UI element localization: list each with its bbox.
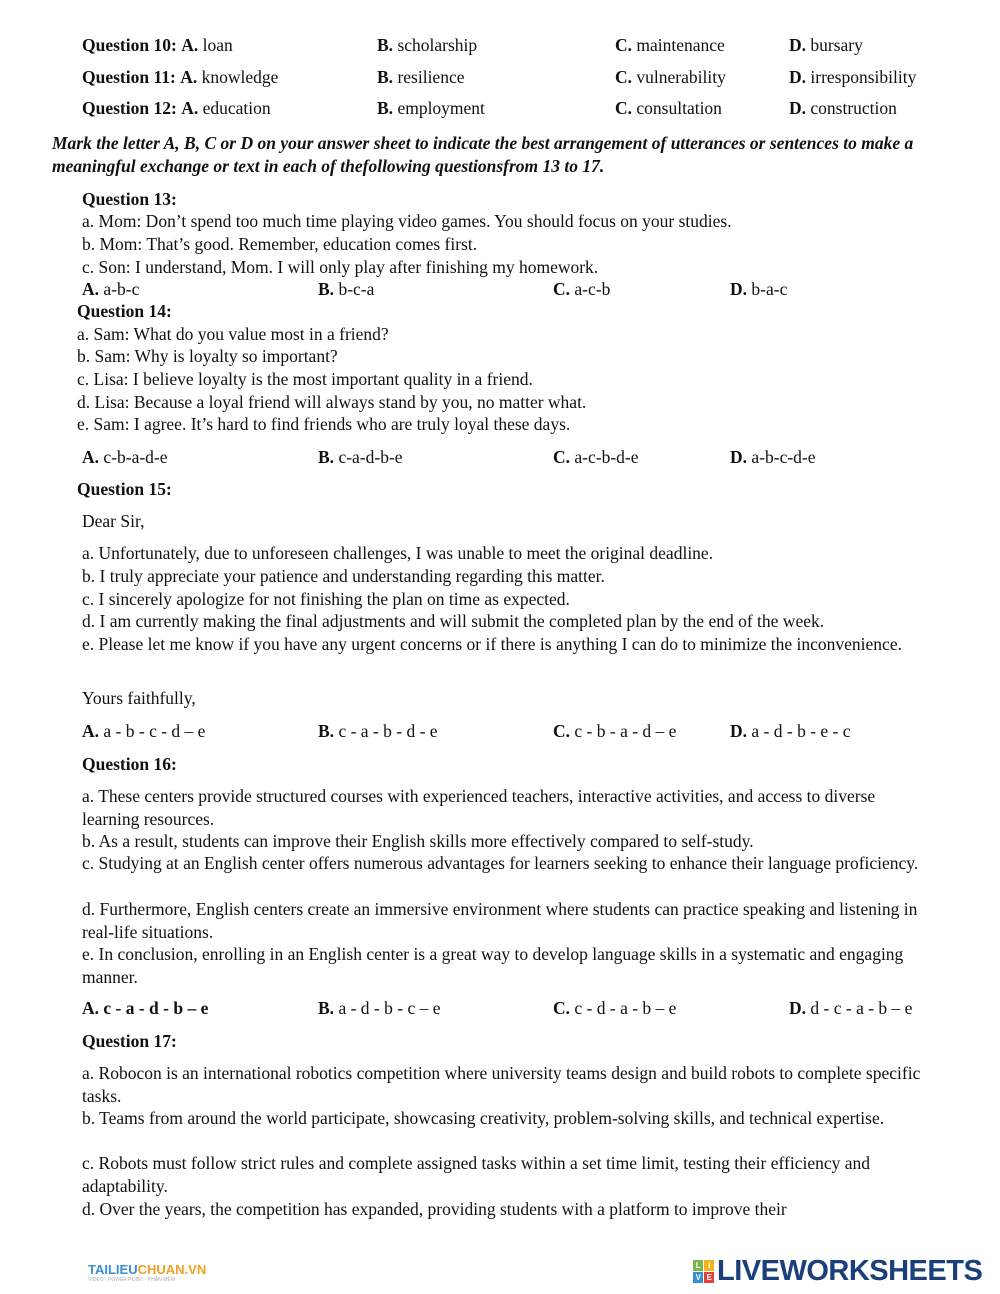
q16-line: b. As a result, students can improve their English skills more effectively compared to self-study.	[82, 831, 754, 851]
question-13-heading: Question 13:	[82, 189, 177, 209]
question-10: Question 10: A. loan	[82, 35, 233, 55]
live-blocks-icon: L I V E	[693, 1260, 714, 1283]
q13-option-d: D. b-a-c	[730, 279, 788, 299]
q13-line: a. Mom: Don’t spend too much time playing video games. You should focus on your studies.	[82, 211, 732, 231]
q14-line: b. Sam: Why is loyalty so important?	[77, 346, 338, 366]
q13-option-a: A. a-b-c	[82, 279, 140, 299]
q14-line: d. Lisa: Because a loyal friend will always stand by you, no matter what.	[77, 392, 587, 412]
q16-option-d: D. d - c - a - b – e	[789, 998, 913, 1018]
q15-line: d. I am currently making the final adjustments and will submit the completed plan by the end of the week.	[82, 611, 825, 631]
q14-option-a: A. c-b-a-d-e	[82, 447, 168, 467]
q10-option-c: C. maintenance	[615, 35, 725, 55]
q16-line: c. Studying at an English center offers numerous advantages for learners seeking to enhance their language proficiency.	[82, 853, 919, 873]
q16-line: d. Furthermore, English centers create an immersive environment where students can practice speaking and listening in real-life situations.	[82, 899, 918, 942]
q14-line: a. Sam: What do you value most in a friend?	[77, 324, 389, 344]
q13-line: b. Mom: That’s good. Remember, education comes first.	[82, 234, 478, 254]
q11-option-c: C. vulnerability	[615, 67, 726, 87]
tailieuchuan-logo: TAILIEUCHUAN.VN VIDEO · POWER POINT · PHẦN MỀM	[88, 1262, 207, 1283]
q12-option-b: B. employment	[377, 98, 485, 118]
q12-option-d: D. construction	[789, 98, 897, 118]
question-17-heading: Question 17:	[82, 1031, 177, 1051]
q15-line: e. Please let me know if you have any urgent concerns or if there is anything I can do to minimize the inconvenience.	[82, 634, 902, 654]
q14-line: e. Sam: I agree. It’s hard to find friends who are truly loyal these days.	[77, 414, 571, 434]
question-12: Question 12: A. education	[82, 98, 271, 118]
question-14-heading: Question 14:	[77, 301, 172, 321]
q14-option-d: D. a-b-c-d-e	[730, 447, 816, 467]
q14-option-b: B. c-a-d-b-e	[318, 447, 403, 467]
q13-option-c: C. a-c-b	[553, 279, 611, 299]
q15-line: b. I truly appreciate your patience and understanding regarding this matter.	[82, 566, 605, 586]
q16-option-b: B. a - d - b - c – e	[318, 998, 441, 1018]
q16-line: e. In conclusion, enrolling in an English center is a great way to develop language skills in a systematic and engaging manner.	[82, 944, 904, 987]
q16-option-c: C. c - d - a - b – e	[553, 998, 677, 1018]
question-15-heading: Question 15:	[77, 479, 172, 499]
q15-line: a. Unfortunately, due to unforeseen challenges, I was unable to meet the original deadline.	[82, 543, 714, 563]
q17-line: a. Robocon is an international robotics competition where university teams design and build robots to complete specific tasks.	[82, 1063, 921, 1106]
q10-option-d: D. bursary	[789, 35, 863, 55]
q13-line: c. Son: I understand, Mom. I will only play after finishing my homework.	[82, 257, 599, 277]
q17-line: b. Teams from around the world participate, showcasing creativity, problem-solving skills, and technical expertise.	[82, 1108, 885, 1128]
q11-option-d: D. irresponsibility	[789, 67, 917, 87]
q13-option-b: B. b-c-a	[318, 279, 375, 299]
q11-option-b: B. resilience	[377, 67, 465, 87]
q10-option-b: B. scholarship	[377, 35, 478, 55]
q14-line: c. Lisa: I believe loyalty is the most important quality in a friend.	[77, 369, 533, 389]
q15-line: c. I sincerely apologize for not finishing the plan on time as expected.	[82, 589, 570, 609]
q17-line: c. Robots must follow strict rules and complete assigned tasks within a set time limit, testing their efficiency and adaptability.	[82, 1153, 870, 1196]
q16-line: a. These centers provide structured courses with experienced teachers, interactive activities, and access to diverse learning resources.	[82, 786, 876, 829]
q15-option-d: D. a - d - b - e - c	[730, 721, 851, 741]
q15-option-b: B. c - a - b - d - e	[318, 721, 438, 741]
q14-option-c: C. a-c-b-d-e	[553, 447, 639, 467]
q15-closing: Yours faithfully,	[82, 688, 196, 708]
q17-line: d. Over the years, the competition has expanded, providing students with a platform to improve their	[82, 1199, 787, 1219]
q12-option-c: C. consultation	[615, 98, 722, 118]
q15-greeting: Dear Sir,	[82, 511, 145, 531]
section-instruction: Mark the letter A, B, C or D on your answer sheet to indicate the best arrangement of utterances or sentences to make a meaningful exchange or text in each of thefollowing questionsfrom 13 to 17.	[52, 133, 914, 176]
liveworksheets-logo: L I V E LIVEWORKSHEETS	[693, 1255, 982, 1288]
q16-option-a: A. c - a - d - b – e	[82, 998, 209, 1018]
q15-option-a: A. a - b - c - d – e	[82, 721, 206, 741]
q15-option-c: C. c - b - a - d – e	[553, 721, 677, 741]
question-11: Question 11: A. knowledge	[82, 67, 279, 87]
question-16-heading: Question 16:	[82, 754, 177, 774]
